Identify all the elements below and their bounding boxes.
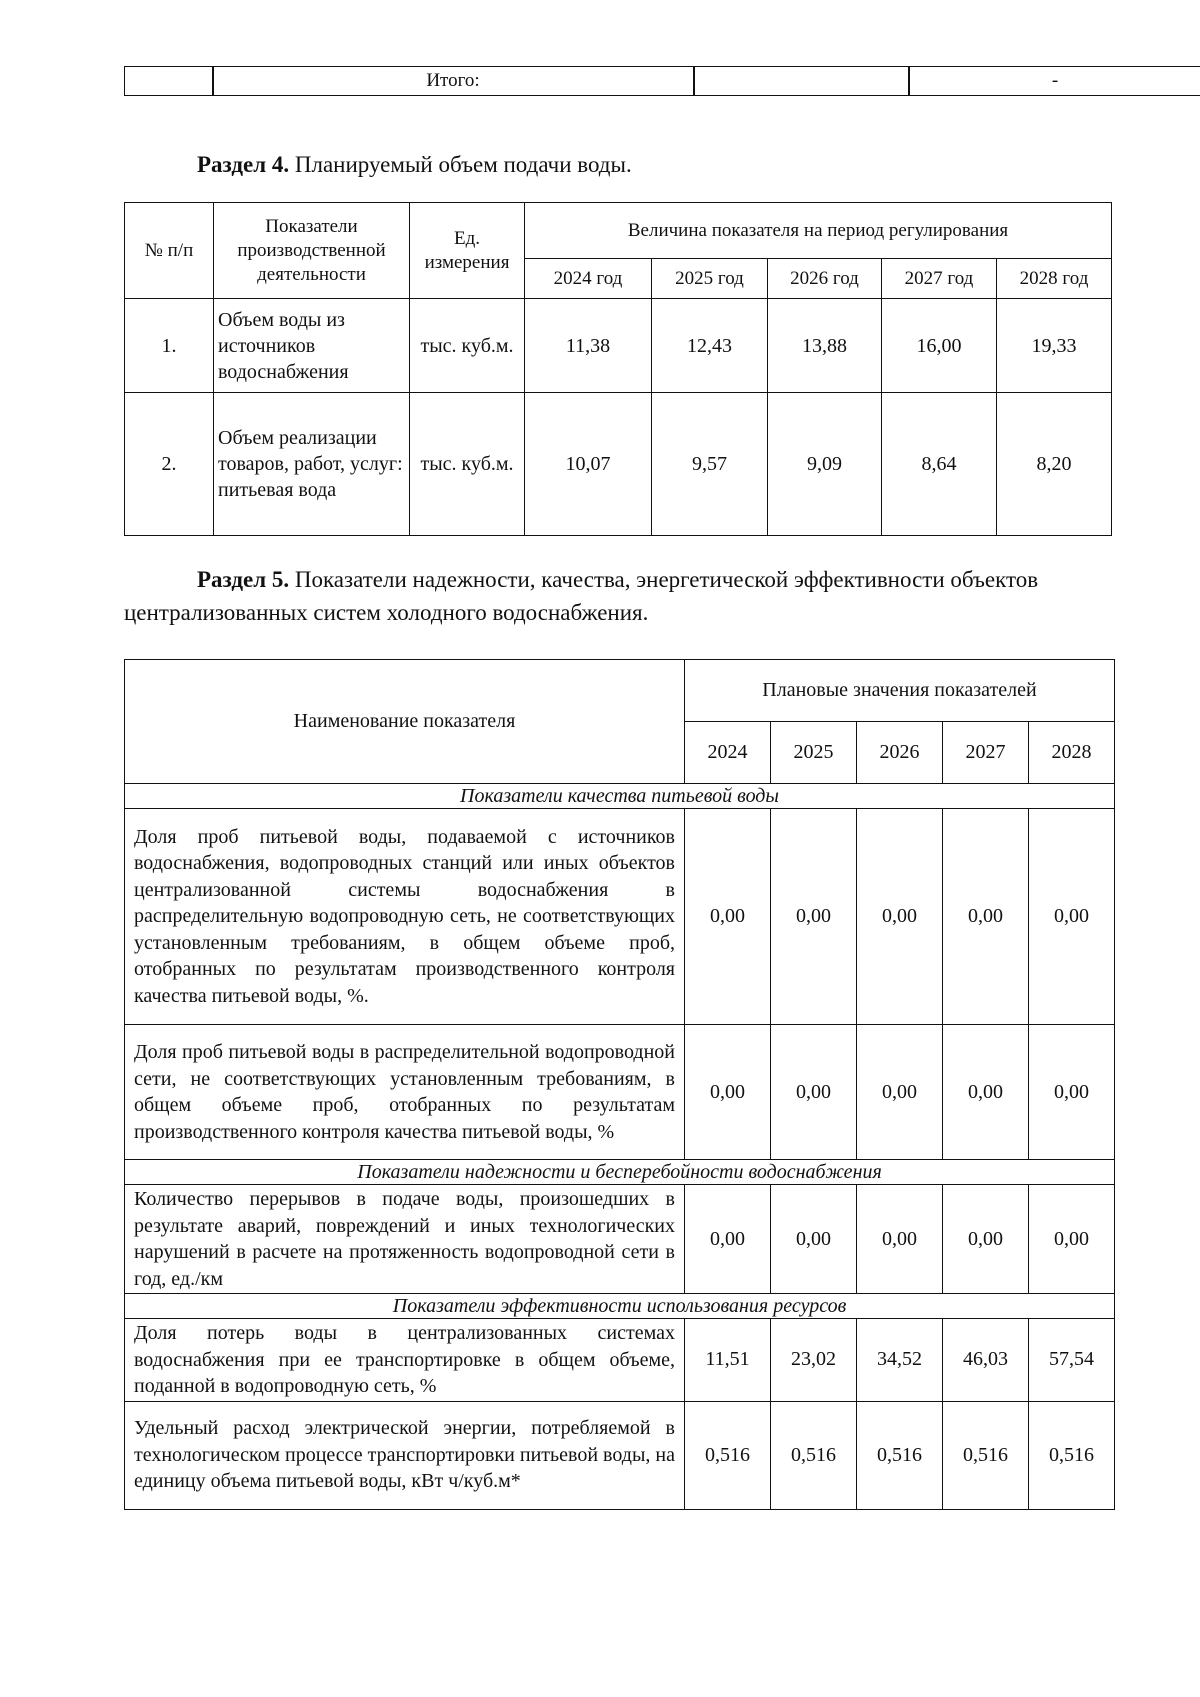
row-value: 13,88 [768,299,882,393]
year-header: 2025 [771,722,857,784]
indicator-value: 0,00 [857,1185,943,1294]
section5-heading-bold: Раздел 5. [197,567,290,592]
row-number: 2. [125,393,214,536]
indicator-value: 0,00 [685,1185,771,1294]
indicator-name: Доля потерь воды в централизованных системах водоснабжения при ее транспортировке в общем объеме, поданной в водопроводную сеть, % [125,1319,685,1402]
group-row [125,1160,1115,1185]
group-title: Показатели надежности и бесперебойности водоснабжения [125,1160,1115,1185]
indicator-value: 0,00 [685,809,771,1025]
indicator-value: 0,00 [857,1025,943,1160]
year-header: 2028 год [997,259,1112,299]
year-header: 2024 год [525,259,652,299]
year-header: 2026 год [768,259,882,299]
indicator-value: 0,516 [685,1401,771,1509]
indicator-name: Доля проб питьевой воды, подаваемой с источников водоснабжения, водопроводных станций или иных объектов централизованной системы водоснабжения в распределительную водопроводную сеть, не соответствующих установленным требованиям, в общем объеме проб, отобранных по результатам производственного контроля качества питьевой воды, %. [125,809,685,1025]
section4-header-row [125,203,1112,259]
indicator-value: 34,52 [857,1319,943,1402]
row-indicator-name: Объем воды из источников водоснабжения [214,299,410,393]
year-header: 2024 [685,722,771,784]
indicator-value: 46,03 [943,1319,1029,1402]
year-header: 2027 год [882,259,997,299]
indicator-value: 0,00 [1029,1185,1115,1294]
group-title: Показатели эффективности использования ресурсов [125,1294,1115,1319]
year-header: 2028 [1029,722,1115,784]
section4-table [124,202,1112,536]
col-num-header: № п/п [125,203,214,299]
section5-heading [124,563,1144,629]
row-value: 10,07 [525,393,652,536]
table-row [125,1185,1115,1294]
indicator-value: 0,00 [771,1185,857,1294]
year-header: 2025 год [652,259,768,299]
group-row [125,1294,1115,1319]
col-name-header: Наименование показателя [125,660,685,784]
row-value: 9,57 [652,393,768,536]
group-title: Показатели качества питьевой воды [125,784,1115,809]
indicator-value: 0,00 [1029,809,1115,1025]
indicator-name: Количество перерывов в подаче воды, произошедших в результате аварий, повреждений и иных технологических нарушений в расчете на протяженность водопроводной сети в год, ед./км [125,1185,685,1294]
section5-header-row [125,660,1115,722]
col-indicator-header: Показатели производственной деятельности [214,203,410,299]
table-row [125,299,1112,393]
itogo-label: Итого: [213,67,694,96]
row-indicator-name: Объем реализации товаров, работ, услуг: питьевая вода [214,393,410,536]
col-period-header: Величина показателя на период регулирования [525,203,1112,259]
indicator-name: Доля проб питьевой воды в распределительной водопроводной сети, не соответствующих установленным требованиям, в общем объеме проб, отобранных по результатам производственного контроля качества питьевой воды, % [125,1025,685,1160]
table-row [125,809,1115,1025]
row-value: 11,38 [525,299,652,393]
row-value: 9,09 [768,393,882,536]
section4-heading [197,148,632,181]
col-unit-header: Ед. измерения [410,203,525,299]
row-unit: тыс. куб.м. [410,393,525,536]
indicator-value: 0,516 [943,1401,1029,1509]
group-row [125,784,1115,809]
row-unit: тыс. куб.м. [410,299,525,393]
indicator-value: 0,516 [857,1401,943,1509]
section4-heading-bold: Раздел 4. [197,152,290,177]
indicator-value: 0,516 [771,1401,857,1509]
indicator-value: 23,02 [771,1319,857,1402]
table-row [125,393,1112,536]
section4-heading-text: Планируемый объем подачи воды. [289,152,632,177]
indicator-value: 0,00 [943,809,1029,1025]
indicator-value: 0,00 [771,809,857,1025]
indicator-value: 11,51 [685,1319,771,1402]
indicator-value: 0,00 [943,1185,1029,1294]
col-plan-header: Плановые значения показателей [685,660,1115,722]
indicator-value: 0,00 [857,809,943,1025]
row-value: 8,20 [997,393,1112,536]
itogo-value: - [909,67,1200,96]
indicator-name: Удельный расход электрической энергии, потребляемой в технологическом процессе транспортировки питьевой воды, на единицу объема питьевой воды, кВт ч/куб.м* [125,1401,685,1509]
section5-heading-text: Показатели надежности, качества, энергетической эффективности объектов централизованных систем холодного водоснабжения. [124,567,1039,625]
indicator-value: 0,516 [1029,1401,1115,1509]
indicator-value: 0,00 [685,1025,771,1160]
itogo-row [125,67,1200,96]
row-value: 19,33 [997,299,1112,393]
row-value: 16,00 [882,299,997,393]
year-header: 2027 [943,722,1029,784]
itogo-table [124,66,1200,96]
row-value: 12,43 [652,299,768,393]
table-row [125,1401,1115,1509]
itogo-empty-cell [125,67,213,96]
row-value: 8,64 [882,393,997,536]
row-number: 1. [125,299,214,393]
table-row [125,1319,1115,1402]
indicator-value: 57,54 [1029,1319,1115,1402]
itogo-empty-cell [694,67,909,96]
indicator-value: 0,00 [943,1025,1029,1160]
indicator-value: 0,00 [771,1025,857,1160]
section5-table [124,659,1115,1510]
table-row [125,1025,1115,1160]
year-header: 2026 [857,722,943,784]
indicator-value: 0,00 [1029,1025,1115,1160]
